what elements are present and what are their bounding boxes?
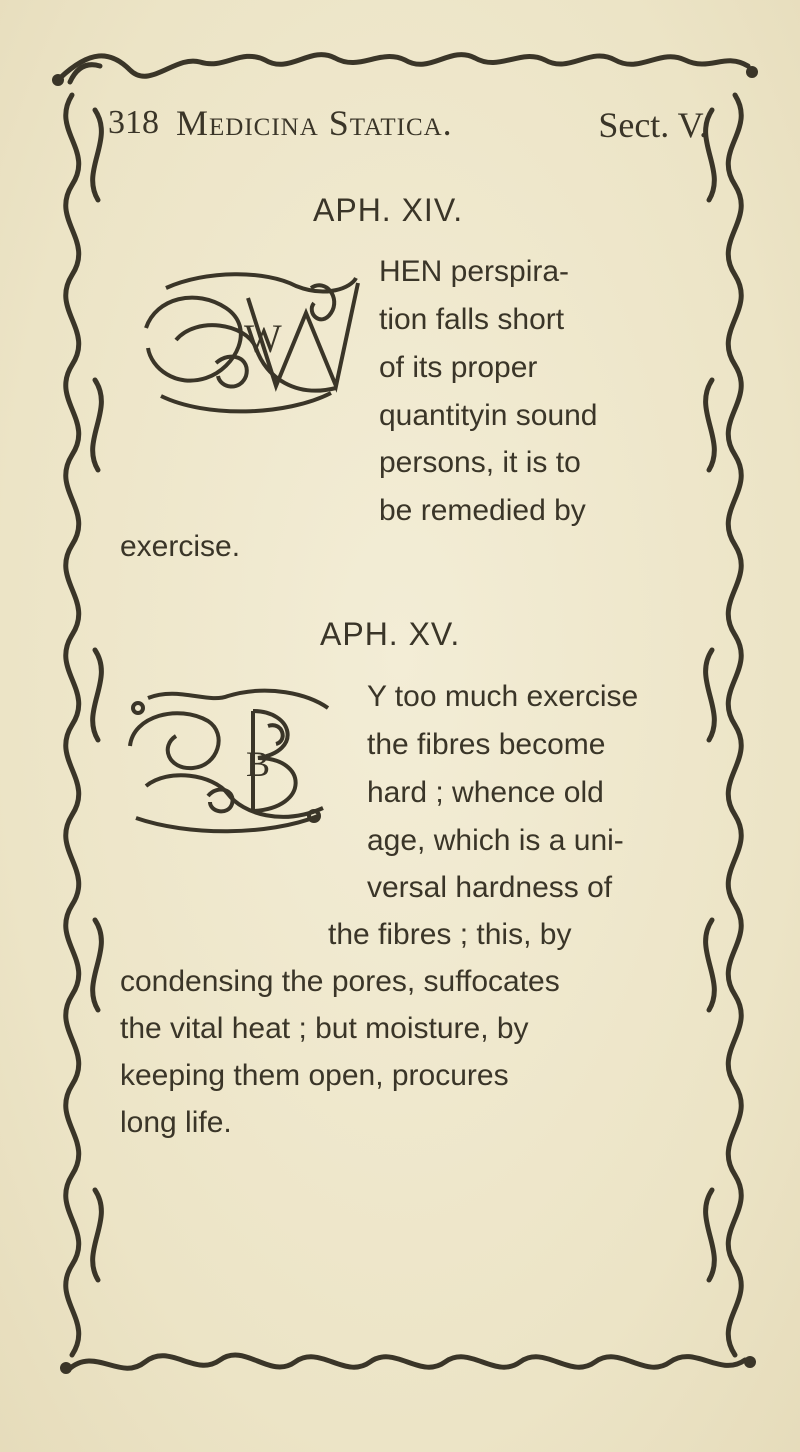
- text-line: hard ; whence old: [367, 776, 604, 809]
- aphorism-heading: APH. XIV.: [313, 192, 464, 228]
- text-line: HEN perspira-: [379, 255, 570, 288]
- aphorism-heading: APH. XV.: [320, 616, 461, 652]
- text-line: tion falls short: [379, 303, 565, 336]
- section-reference: Sect. V.: [598, 105, 708, 145]
- drop-cap-w-ornament: [136, 268, 361, 416]
- text-line: of its proper: [379, 351, 538, 384]
- page-number: 318: [108, 104, 159, 141]
- text-line: the fibres ; this, by: [328, 918, 572, 951]
- drop-cap-letter: W: [244, 316, 282, 361]
- text-line: persons, it is to: [379, 446, 581, 479]
- text-line: Y too much exercise: [367, 680, 639, 713]
- text-line: the vital heat ; but moisture, by: [120, 1012, 529, 1045]
- text-line: versal hardness of: [367, 871, 613, 904]
- text-line: condensing the pores, suffocates: [120, 965, 560, 998]
- drop-cap-letter: B: [246, 744, 271, 784]
- text-line: be remedied by: [379, 494, 586, 527]
- running-title: Medicina Statica.: [176, 103, 453, 143]
- text-line: age, which is a uni-: [367, 824, 624, 857]
- running-header: [108, 96, 708, 156]
- text-line: exercise.: [120, 530, 241, 563]
- text-line: quantityin sound: [379, 399, 598, 432]
- text-line: long life.: [120, 1106, 232, 1139]
- text-line: keeping them open, procures: [120, 1059, 509, 1092]
- text-line: the fibres become: [367, 728, 606, 761]
- drop-cap-b-ornament: [118, 686, 350, 836]
